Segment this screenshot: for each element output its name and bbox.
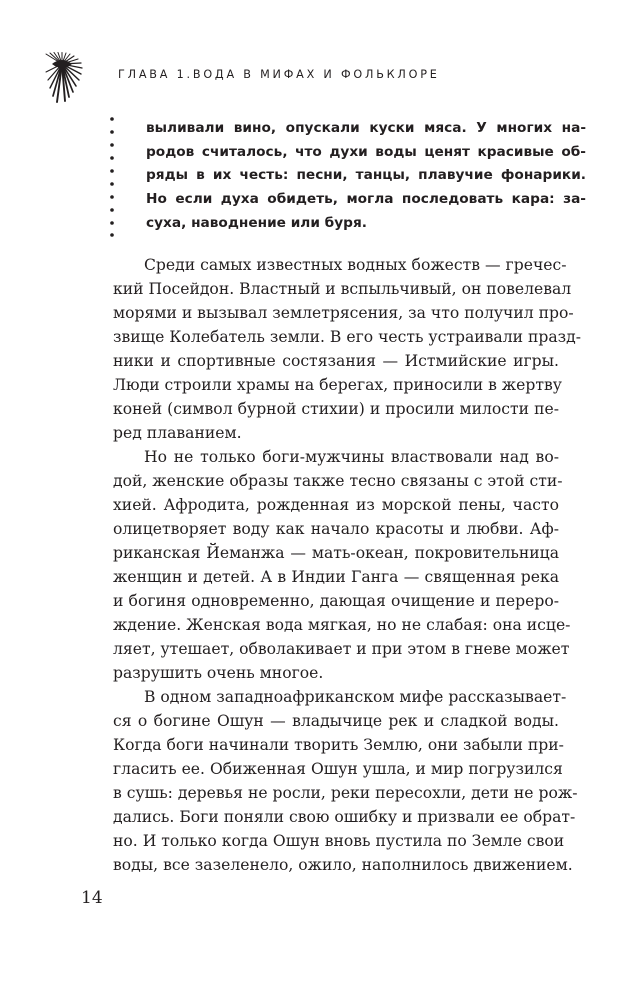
paragraph-line: ники и спортивные состязания — Истмийские игры. <box>113 352 559 370</box>
paragraph-line: В одном западноафриканском мифе рассказывает- <box>144 688 567 706</box>
paragraph-line: олицетворяет воду как начало красоты и любви. Аф- <box>113 520 559 538</box>
page-number: 14 <box>81 888 103 908</box>
callout-line: выливали вино, опускали куски мяса. У многих на- <box>146 120 586 136</box>
paragraph-line: дой, женские образы также тесно связаны с этой сти- <box>113 472 563 490</box>
paragraph-line: морями и вызывал землетрясения, за что получил про- <box>113 304 574 322</box>
paragraph-line: Среди самых известных водных божеств — гречес- <box>144 256 567 274</box>
paragraph-line: Люди строили храмы на берегах, приносили в жертву <box>113 376 562 394</box>
paragraph-line: разрушить очень многое. <box>113 664 324 682</box>
paragraph-line: воды, все зазеленело, ожило, наполнилось движением. <box>113 856 573 874</box>
paragraph-line: ждение. Женская вода мягкая, но не слабая: она исце- <box>113 616 571 634</box>
paragraph-line: ляет, утешает, обволакивает и при этом в гневе может <box>113 640 570 658</box>
paragraph-line: хией. Афродита, рожденная из морской пены, часто <box>113 496 559 514</box>
paragraph-line: женщин и детей. А в Индии Ганга — священная река <box>113 568 559 586</box>
paragraph-line: Когда боги начинали творить Землю, они забыли при- <box>113 736 564 754</box>
paragraph-line: коней (символ бурной стихии) и просили милости пе- <box>113 400 559 418</box>
callout-line: ряды в их честь: песни, танцы, плавучие фонарики. <box>146 167 586 183</box>
paragraph-line: но. И только когда Ошун вновь пустила по Земле свои <box>113 832 565 850</box>
callout-line: Но если духа обидеть, могла последовать кара: за- <box>146 191 586 207</box>
callout-line: суха, наводнение или буря. <box>146 215 367 231</box>
paragraph-line: и богиня одновременно, дающая очищение и перерo- <box>113 592 559 610</box>
paragraph-line: звище Колебатель земли. В его честь устраивали празд- <box>113 328 582 346</box>
paragraph-line: гласить ее. Обиженная Ошун ушла, и мир погрузился <box>113 760 563 778</box>
sunburst-ornament-icon <box>44 52 102 104</box>
paragraph-line: кий Посейдон. Властный и вспыльчивый, он повелевал <box>113 280 572 298</box>
paragraph-line: в сушь: деревья не росли, реки пересохли, дети не рож- <box>113 784 578 802</box>
paragraph-line: Но не только боги-мужчины властвовали над во- <box>144 448 559 466</box>
paragraph-line: ся о богине Ошун — владычице рек и сладкой воды. <box>113 712 559 730</box>
dotted-vertical-divider-icon <box>108 116 116 238</box>
paragraph-line: риканская Йеманжа — мать-океан, покровительница <box>113 544 559 562</box>
running-head-title: ГЛАВА 1.ВОДА В МИФАХ И ФОЛЬКЛОРЕ <box>118 68 440 81</box>
paragraph-line: дались. Боги поняли свою ошибку и призвали ее обрат- <box>113 808 576 826</box>
paragraph-line: ред плаванием. <box>113 424 242 442</box>
callout-line: родов считалось, что духи воды ценят красивые об- <box>146 144 586 160</box>
